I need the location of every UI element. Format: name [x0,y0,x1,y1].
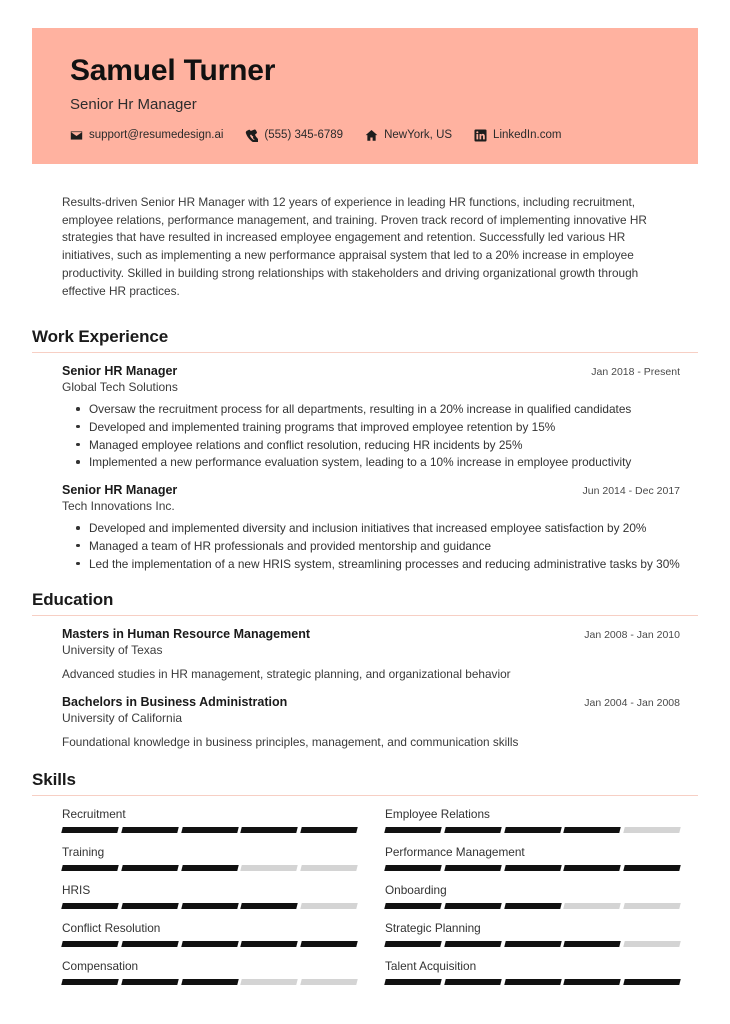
skill-level-segment [121,903,178,909]
work-entry-organization: Global Tech Solutions [62,380,178,395]
skill-level-segment [564,903,621,909]
skill-name: Training [62,844,105,859]
skill-level-segment [61,903,118,909]
work-bullet: Led the implementation of a new HRIS system, streamlining processes and reducing administrative tasks by 30% [76,556,680,573]
skill-level-segment [61,827,118,833]
skill-level-segment [181,979,238,985]
skill-level-segment [564,865,621,871]
education-entry-degree: Masters in Human Resource Management [62,627,310,642]
skill-level-segment [444,903,501,909]
skill-level-segment [444,827,501,833]
work-entry-role: Senior HR Manager [62,364,178,379]
work-experience-section [32,327,698,572]
skill-level-segment [181,903,238,909]
skill-item [62,959,357,997]
skill-name: HRIS [62,882,91,897]
skill-level-segment [384,827,441,833]
skill-level-segment [300,979,357,985]
skill-level-bar [385,865,680,871]
skill-level-bar [62,865,357,871]
skill-level-segment [444,979,501,985]
education-entries [32,627,698,751]
skill-level-segment [241,827,298,833]
skill-item [385,959,680,997]
section-divider [32,795,698,796]
skill-level-bar [62,903,357,909]
skill-item [62,883,357,921]
skill-level-segment [61,941,118,947]
skill-level-segment [241,941,298,947]
education-entry-school: University of Texas [62,643,163,658]
work-entry-bullets [62,401,680,471]
education-entry-date: Jan 2008 - Jan 2010 [584,629,680,642]
skill-item [62,921,357,959]
contact-text: LinkedIn.com [493,129,562,142]
work-bullet: Developed and implemented diversity and inclusion initiatives that increased employee satisfaction by 20% [76,520,680,537]
skill-item [385,883,680,921]
skill-level-bar [62,827,357,833]
skill-level-segment [623,827,680,833]
contact-item-home[interactable] [365,129,452,142]
work-bullet: Oversaw the recruitment process for all departments, resulting in a 20% increase in qualified candidates [76,401,680,418]
skill-level-segment [384,903,441,909]
skill-level-segment [61,865,118,871]
contact-text: support@resumedesign.ai [89,129,224,142]
skill-name: Conflict Resolution [62,920,161,935]
work-entry-organization: Tech Innovations Inc. [62,499,175,514]
education-entry-description: Advanced studies in HR management, strategic planning, and organizational behavior [62,667,511,682]
skill-level-segment [121,865,178,871]
section-title-work: Work Experience [32,327,169,347]
envelope-icon [70,129,83,142]
contact-item-phone[interactable] [245,129,343,142]
education-entry-date: Jan 2004 - Jan 2008 [584,697,680,710]
education-section [32,590,698,751]
education-entry-description: Foundational knowledge in business principles, management, and communication skills [62,735,519,750]
skill-level-segment [181,865,238,871]
skill-item [385,921,680,959]
education-entry-head [62,627,680,641]
skill-level-segment [121,941,178,947]
contact-row [70,129,660,142]
work-entry-head [62,483,680,497]
skill-level-segment [121,827,178,833]
contact-item-envelope[interactable] [70,129,223,142]
skills-section [32,770,698,997]
contact-text: NewYork, US [384,129,453,142]
skill-level-bar [385,979,680,985]
education-entry [62,627,680,683]
skill-level-segment [504,865,561,871]
work-bullet: Developed and implemented training programs that improved employee retention by 15% [76,419,680,436]
skill-level-segment [504,903,561,909]
skill-item [62,845,357,883]
work-entries [32,364,698,572]
candidate-name: Samuel Turner [70,54,276,87]
skill-level-segment [300,941,357,947]
work-bullet: Managed a team of HR professionals and provided mentorship and guidance [76,538,680,555]
skill-level-segment [181,941,238,947]
skill-level-segment [384,865,441,871]
education-entry-degree: Bachelors in Business Administration [62,695,288,710]
skill-level-bar [385,827,680,833]
skill-level-segment [623,903,680,909]
skills-grid [62,807,680,997]
skill-level-segment [504,941,561,947]
skill-level-segment [444,865,501,871]
skill-name: Employee Relations [385,806,490,821]
skill-level-segment [564,941,621,947]
education-entry [62,695,680,751]
skill-level-segment [623,865,680,871]
skill-level-segment [444,941,501,947]
work-entry-head [62,364,680,378]
skill-level-segment [623,979,680,985]
skill-name: Compensation [62,958,139,973]
skill-item [385,807,680,845]
skill-level-segment [564,827,621,833]
skill-level-segment [121,979,178,985]
home-icon [365,129,378,142]
skill-level-segment [300,903,357,909]
skill-name: Recruitment [62,806,126,821]
skill-level-segment [384,941,441,947]
phone-icon [245,129,258,142]
skill-level-segment [504,827,561,833]
skill-level-segment [384,979,441,985]
candidate-job-title: Senior Hr Manager [70,95,197,113]
skills-body [32,807,698,997]
skill-item [385,845,680,883]
skill-level-segment [300,827,357,833]
skill-level-segment [241,865,298,871]
contact-item-linkedin[interactable] [474,129,561,142]
section-divider [32,615,698,616]
skill-name: Strategic Planning [385,920,481,935]
section-title-education: Education [32,590,114,610]
skill-item [62,807,357,845]
professional-summary: Results-driven Senior HR Manager with 12 years of experience in leading HR functions, including recruitment, employee relations, performance management, and training. Proven track record of implementing innovative HR strategies that have resulted in increased employee engagement and retention. Successfully led various HR initiatives, such as implementing a new performance appraisal system that led to a 20% increase in employee productivity. Skilled in building strong relationships with stakeholders and driving organizational growth through effective HR practices. [62,194,647,299]
work-entry [62,483,680,572]
skill-level-segment [300,865,357,871]
skill-level-bar [62,979,357,985]
work-entry-date: Jun 2014 - Dec 2017 [582,485,680,498]
linkedin-icon [474,129,487,142]
work-entry-role: Senior HR Manager [62,483,178,498]
skill-level-bar [385,941,680,947]
contact-text: (555) 345-6789 [264,129,344,142]
work-bullet: Implemented a new performance evaluation system, leading to a 10% increase in employee productivity [76,454,680,471]
skill-level-segment [241,903,298,909]
education-entry-school: University of California [62,711,183,726]
skill-name: Performance Management [385,844,525,859]
skill-level-segment [241,979,298,985]
skill-level-segment [564,979,621,985]
skill-level-segment [504,979,561,985]
work-entry-date: Jan 2018 - Present [591,366,680,379]
skill-level-bar [385,903,680,909]
work-entry [62,364,680,471]
work-entry-bullets [62,520,680,572]
skill-level-segment [61,979,118,985]
section-divider [32,352,698,353]
section-title-skills: Skills [32,769,76,789]
skill-name: Talent Acquisition [385,958,477,973]
skill-level-bar [62,941,357,947]
skill-name: Onboarding [385,882,447,897]
work-bullet: Managed employee relations and conflict resolution, reducing HR incidents by 25% [76,437,680,454]
skill-level-segment [623,941,680,947]
skill-level-segment [181,827,238,833]
resume-header [32,28,698,164]
education-entry-head [62,695,680,709]
